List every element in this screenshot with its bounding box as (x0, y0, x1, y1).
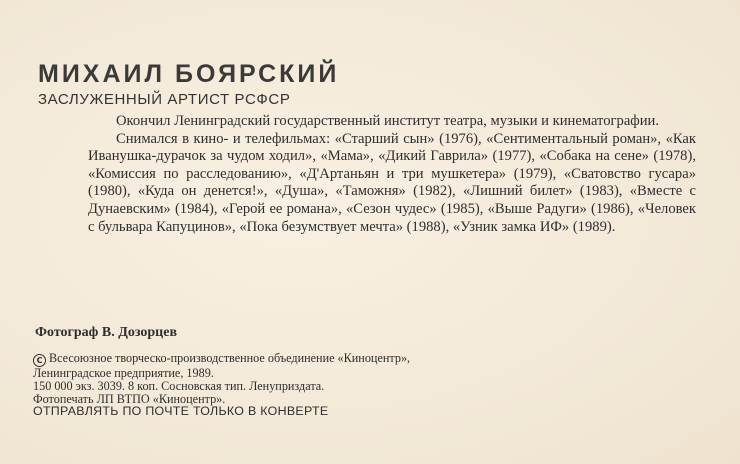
bio-filmography: Снимался в кино- и телефильмах: «Старший сын» (1976), «Сентиментальный роман», «Как Иванушка-дурачок за чудом ходил», «Мама», «Дикий Гаврила» (1977), «Собака на сене» (1978), «Комиссия по расследованию», «Д'Артаньян и три мушкетера» (1979), «Сватовство гусара» (1980), «Куда он денется!», «Душа», «Таможня» (1982), «Лишний билет» (1983), «Вместе с Дунаевским» (1984), «Герой ее романа», «Сезон чудес» (1985), «Выше Радуги» (1986), «Человек с бульвара Капуцинов», «Пока безумствует мечта» (1988), «Узник замка ИФ» (1989). (88, 130, 696, 235)
bio-education: Окончил Ленинградский государственный институт театра, музыки и кинематографии. (116, 113, 660, 129)
imprint-publisher: Всесоюзное творческо-производственное объединение «Киноцентр», (49, 351, 411, 365)
mailing-notice: ОТПРАВЛЯТЬ ПО ПОЧТЕ ТОЛЬКО В КОНВЕРТЕ (33, 404, 329, 419)
imprint-line-3: 150 000 экз. 3039. 8 коп. Сосновская тип. Ленуприздата. (33, 378, 325, 393)
biography (88, 113, 696, 236)
actor-title: ЗАСЛУЖЕННЫЙ АРТИСТ РСФСР (38, 91, 291, 108)
publisher-imprint (33, 352, 410, 418)
actor-name: МИХАИЛ БОЯРСКИЙ (38, 60, 340, 88)
photographer-credit: Фотограф В. Дозорцев (35, 325, 178, 340)
copyright-icon: C (33, 354, 46, 367)
imprint-line-4: Фотопечать ЛП ВТПО «Киноцентр». (33, 391, 226, 406)
imprint-line-2: Ленинградское предприятие, 1989. (33, 366, 214, 380)
imprint-line-1 (33, 352, 410, 367)
